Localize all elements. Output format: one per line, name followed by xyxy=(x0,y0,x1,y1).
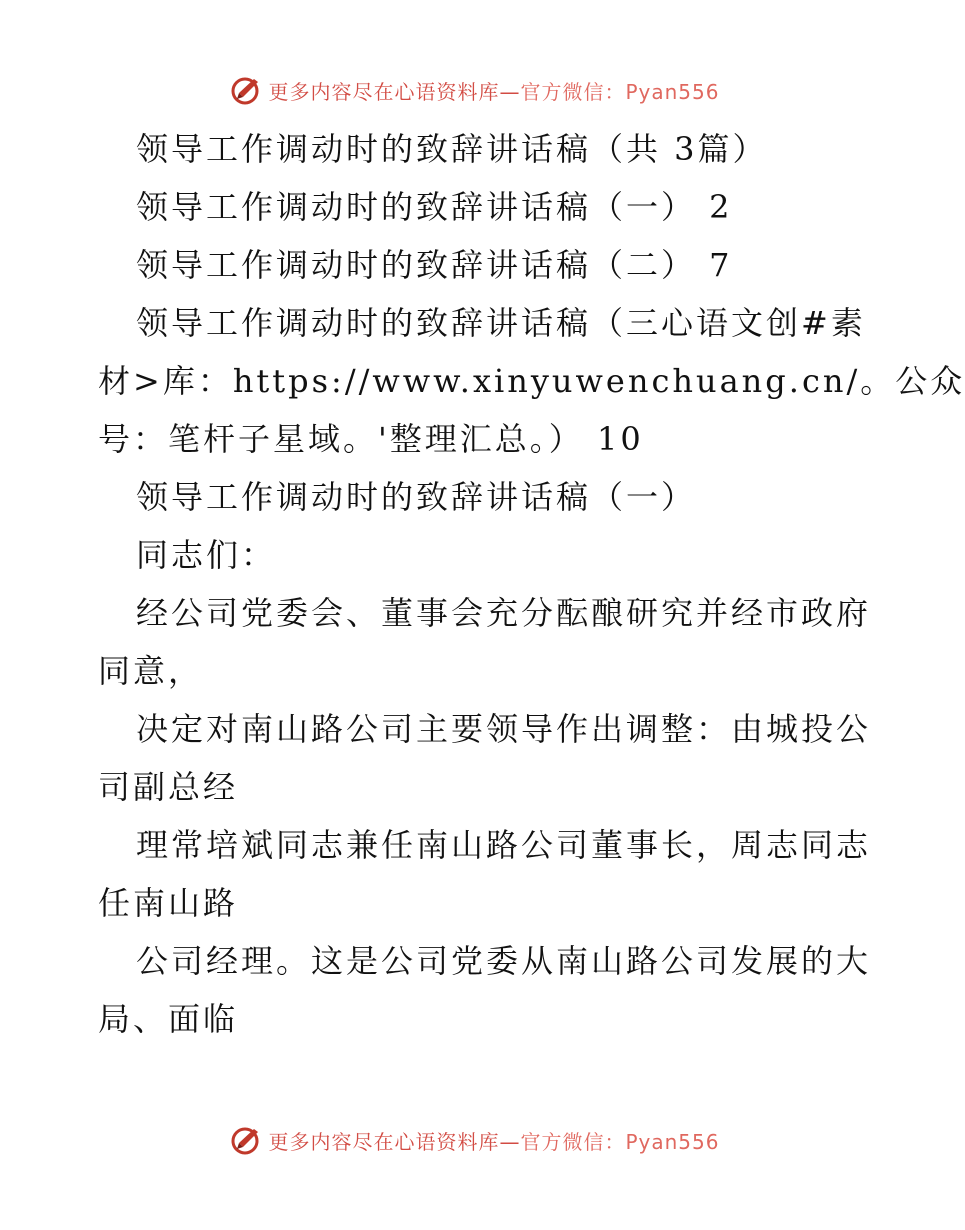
section-heading: 领导工作调动时的致辞讲话稿（一） xyxy=(136,478,697,516)
pen-logo-icon xyxy=(230,73,264,107)
paragraph-line: 局、面临 xyxy=(98,1000,239,1038)
watermark-site-text: 更多内容尽在心语资料库 xyxy=(268,1129,500,1154)
watermark-wechat-text: 官方微信：Pyan556 xyxy=(520,79,720,104)
toc-entry-3-cont: 号：笔杆子星域。'整理汇总。） 10 xyxy=(98,420,644,458)
document-body xyxy=(98,120,965,1048)
paragraph-line: 决定对南山路公司主要领导作出调整：由城投公 xyxy=(136,710,872,748)
toc-title: 领导工作调动时的致辞讲话稿（共 3篇） xyxy=(136,130,768,168)
salutation: 同志们： xyxy=(136,536,277,574)
toc-entry-1: 领导工作调动时的致辞讲话稿（一） 2 xyxy=(136,188,733,226)
watermark-dash: — xyxy=(499,79,521,104)
header-watermark xyxy=(0,70,950,110)
paragraph-line: 同意， xyxy=(98,652,204,690)
toc-entry-3-cont: 材>库：https://www.xinyuwenchuang.cn/。公众 xyxy=(98,362,965,400)
paragraph-line: 任南山路 xyxy=(98,884,239,922)
paragraph-line: 司副总经 xyxy=(98,768,239,806)
paragraph-line: 公司经理。这是公司党委从南山路公司发展的大 xyxy=(136,942,872,980)
toc-entry-3: 领导工作调动时的致辞讲话稿（三心语文创#素 xyxy=(136,304,866,342)
footer-watermark xyxy=(0,1120,950,1160)
watermark-wechat-text: 官方微信：Pyan556 xyxy=(520,1129,720,1154)
watermark-dash: — xyxy=(499,1129,521,1154)
watermark-site-text: 更多内容尽在心语资料库 xyxy=(268,79,500,104)
paragraph-line: 经公司党委会、董事会充分酝酿研究并经市政府 xyxy=(136,594,872,632)
toc-entry-2: 领导工作调动时的致辞讲话稿（二） 7 xyxy=(136,246,733,284)
pen-logo-icon xyxy=(230,1123,264,1157)
paragraph-line: 理常培斌同志兼任南山路公司董事长，周志同志 xyxy=(136,826,872,864)
